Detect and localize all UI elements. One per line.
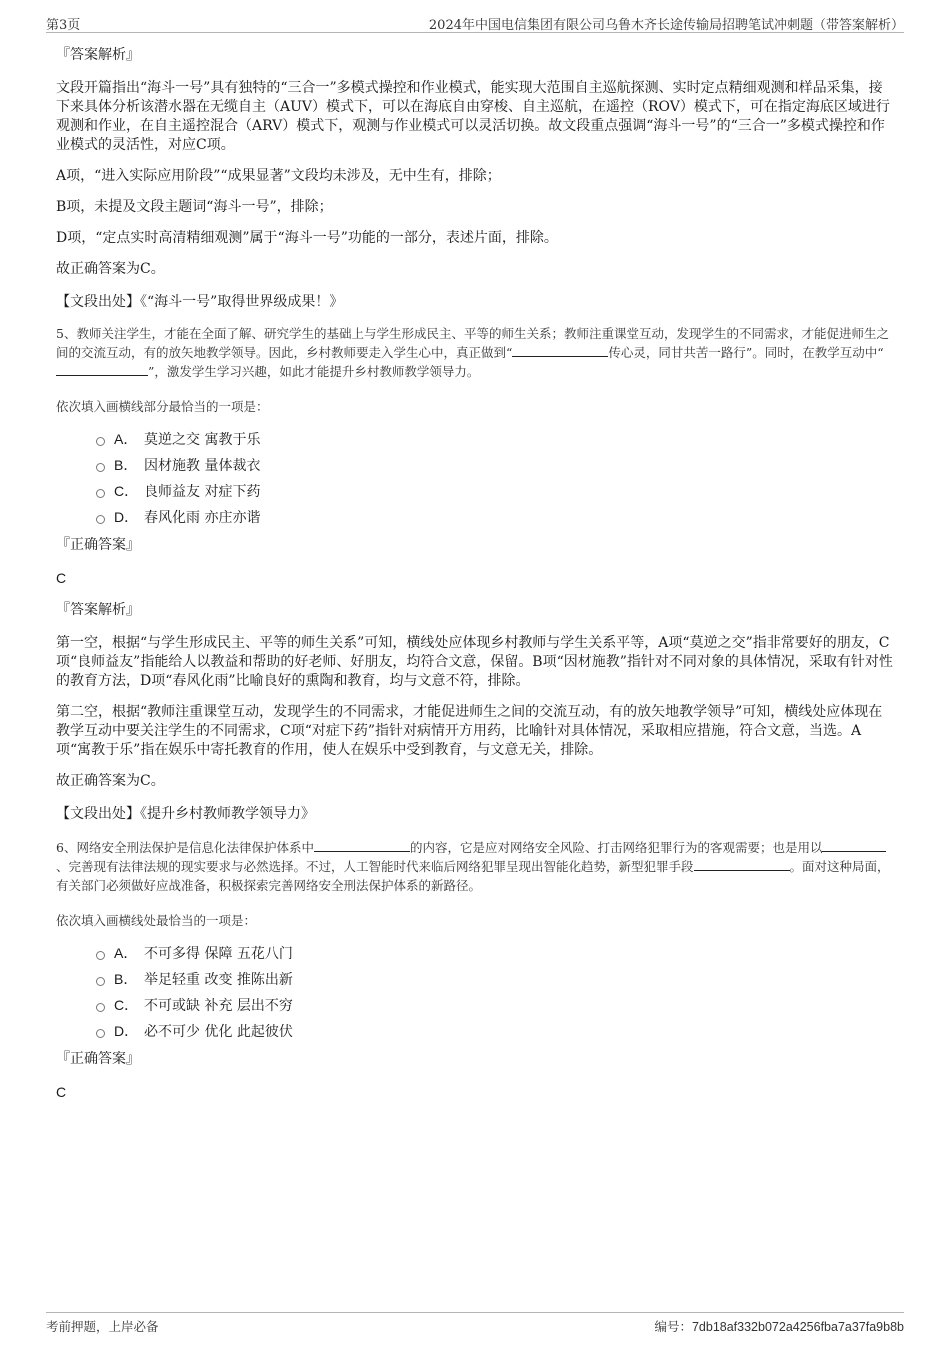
analysis-label: 『答案解析』 — [56, 602, 140, 618]
question-stem: 5、教师关注学生，才能在全面了解、研究学生的基础上与学生形成民主、平等的师生关系；教师注重课堂互动，发现学生的不同需求，才能促进师生之间的交流互动，有的放矢地教学领导。因此，乡村教师要走入学生心中，真正做到“ 传心灵，同甘共苦一路行”。同时，在教学互动中“”，激发学生学习兴趣，如此才能提升乡村教师教学领导力。 — [56, 326, 889, 379]
analysis-option-a: A项，“进入实际应用阶段”“成果显著”文段均未涉及，无中生有，排除； — [56, 168, 501, 184]
fill-blank — [512, 344, 608, 357]
option-list — [96, 426, 894, 530]
page-header — [46, 10, 904, 33]
answer-label: 『正确答案』 — [56, 1051, 140, 1067]
correct-answer: C — [56, 570, 67, 586]
fill-blank — [56, 363, 148, 376]
footer-slogan: 考前押题，上岸必备 — [46, 1319, 159, 1334]
option-b[interactable]: B． 因材施教 量体裁衣 — [96, 452, 894, 478]
radio-icon[interactable] — [96, 463, 105, 472]
radio-icon[interactable] — [96, 515, 105, 524]
correct-answer: C — [56, 1084, 67, 1100]
option-d[interactable]: D． 必不可少 优化 此起彼伏 — [96, 1018, 894, 1044]
option-d[interactable]: D． 春风化雨 亦庄亦谐 — [96, 504, 894, 530]
page-number: 第3页 — [46, 18, 81, 33]
radio-icon[interactable] — [96, 1029, 105, 1038]
option-c[interactable]: C． 良师益友 对症下药 — [96, 478, 894, 504]
analysis-paragraph: 文段开篇指出“海斗一号”具有独特的“三合一”多模式操控和作业模式，能实现大范围自主巡航探测、实时定点精细观测和样品采集，接下来具体分析该潜水器在无缆自主（AUV）模式下，可以在海底自由穿梭、自主巡航，在遥控（ROV）模式下，可在指定海底区域进行观测和作业，在自主遥控混合（ARV）模式下，观测与作业模式可以灵活切换。故文段重点强调“海斗一号”的“三合一”多模式操控和作业模式的灵活性，对应C项。 — [56, 80, 890, 153]
option-a[interactable]: A． 莫逆之交 寓教于乐 — [96, 426, 894, 452]
fill-blank — [822, 839, 886, 852]
analysis-conclusion: 故正确答案为C。 — [56, 261, 165, 277]
answer-label: 『正确答案』 — [56, 537, 140, 553]
question-6 — [56, 838, 894, 1101]
analysis-option-b: B项，未提及文段主题词“海斗一号”，排除； — [56, 199, 333, 215]
document-title: 2024年中国电信集团有限公司乌鲁木齐长途传输局招聘笔试冲刺题（带答案解析） — [428, 18, 904, 33]
analysis-conclusion: 故正确答案为C。 — [56, 773, 165, 789]
fill-blank — [694, 858, 790, 871]
analysis-paragraph: 第二空，根据“教师注重课堂互动，发现学生的不同需求，才能促进师生之间的交流互动，有的放矢地教学领导”可知，横线处应体现在教学互动中要关注学生的不同需求，C项“对症下药”指针对病情开方用药，比喻针对具体情况，采取相应措施，符合文意，当选。A项“寓教于乐”指在娱乐中寄托教育的作用，使人在娱乐中受到教育，与文意无关，排除。 — [56, 704, 883, 758]
fill-blank — [314, 839, 410, 852]
question-5 — [56, 324, 894, 824]
source-citation: 【文段出处】《提升乡村教师教学领导力》 — [56, 806, 315, 822]
radio-icon[interactable] — [96, 951, 105, 960]
analysis-option-d: D项，“定点实时高清精细观测”属于“海斗一号”功能的一部分，表述片面，排除。 — [56, 230, 558, 246]
question-stem: 6、网络安全刑法保护是信息化法律保护体系中 的内容，它是应对网络安全风险、打击网络犯罪行为的客观需要；也是用以、完善现有法律法规的现实要求与必然选择。不过，人工智能时代来临后网络犯罪呈现出智能化趋势，新型犯罪手段 。面对这种局面，有关部门必须做好应战准备，积极探索完善网络安全刑法保护体系的新路径。 — [56, 840, 890, 893]
document-code: 编号：7db18af332b072a4256fba7a37fa9b8b — [654, 1319, 904, 1334]
page-footer — [46, 1312, 904, 1337]
option-list — [96, 940, 894, 1044]
question-prompt: 依次填入画横线部分最恰当的一项是： — [56, 399, 269, 414]
radio-icon[interactable] — [96, 977, 105, 986]
analysis-label: 『答案解析』 — [56, 47, 140, 63]
option-c[interactable]: C． 不可或缺 补充 层出不穷 — [96, 992, 894, 1018]
main-content — [56, 46, 894, 1115]
option-b[interactable]: B． 举足轻重 改变 推陈出新 — [96, 966, 894, 992]
analysis-paragraph: 第一空，根据“与学生形成民主、平等的师生关系”可知，横线处应体现乡村教师与学生关系平等，A项“莫逆之交”指非常要好的朋友，C项“良师益友”指能给人以教益和帮助的好老师、好朋友，均符合文意，保留。B项“因材施教”指针对不同对象的具体情况，采取有针对性的教育方法，D项“春风化雨”比喻良好的熏陶和教育，均与文意不符，排除。 — [56, 635, 893, 689]
question-4-analysis — [56, 46, 894, 312]
source-citation: 【文段出处】《“海斗一号”取得世界级成果！》 — [56, 294, 344, 310]
radio-icon[interactable] — [96, 1003, 105, 1012]
question-prompt: 依次填入画横线处最恰当的一项是： — [56, 913, 257, 928]
radio-icon[interactable] — [96, 437, 105, 446]
option-a[interactable]: A． 不可多得 保障 五花八门 — [96, 940, 894, 966]
radio-icon[interactable] — [96, 489, 105, 498]
